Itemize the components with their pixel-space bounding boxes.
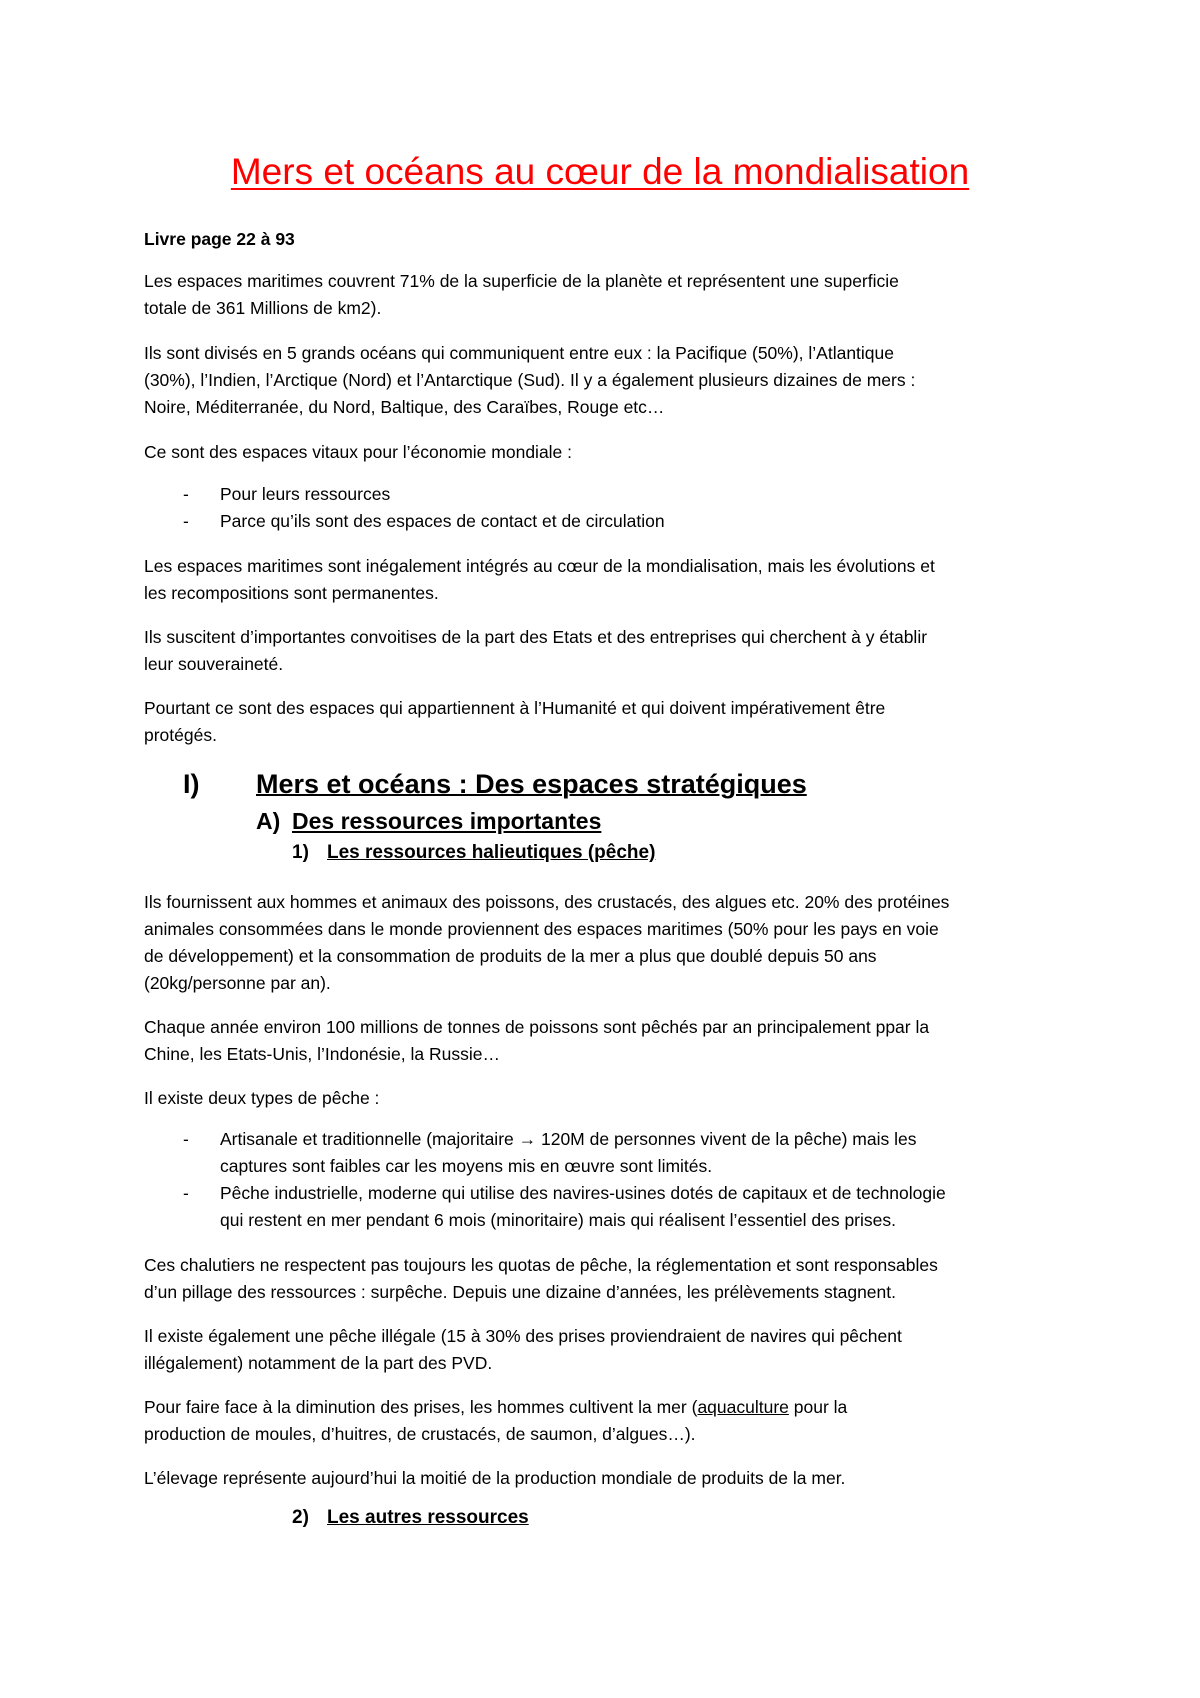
list-item: Parce qu’ils sont des espaces de contact et de circulation <box>220 511 665 531</box>
paragraph-line: les recompositions sont permanentes. <box>144 583 439 603</box>
paragraph-line: Chaque année environ 100 millions de tonnes de poissons sont pêchés par an principalement ppar la <box>144 1017 930 1037</box>
paragraph-line: Il existe également une pêche illégale (15 à 30% des prises proviendraient de navires qui pêchent <box>144 1326 902 1346</box>
paragraph-line: protégés. <box>144 725 217 745</box>
list-item-continuation: captures sont faibles car les moyens mis en œuvre sont limités. <box>220 1156 713 1176</box>
paragraph-line: L’élevage représente aujourd’hui la moitié de la production mondiale de produits de la mer. <box>144 1468 846 1488</box>
aquaculture-term: aquaculture <box>697 1397 789 1417</box>
list-item-continuation: qui restent en mer pendant 6 mois (minoritaire) mais qui réalisent l’essentiel des prises. <box>220 1210 896 1230</box>
bullet-marker: - <box>183 511 189 531</box>
subsection-heading: Des ressources importantes <box>292 808 602 834</box>
paragraph-line: de développement) et la consommation de produits de la mer a plus que doublé depuis 50 ans <box>144 946 877 966</box>
paragraph-line: Chine, les Etats-Unis, l’Indonésie, la Russie… <box>144 1044 500 1064</box>
list-item: Artisanale et traditionnelle (majoritaire → 120M de personnes vivent de la pêche) mais les <box>220 1129 917 1149</box>
paragraph-line: Ils sont divisés en 5 grands océans qui communiquent entre eux : la Pacifique (50%), l’Atlantique <box>144 343 895 363</box>
subsection-number: A) <box>256 808 281 834</box>
paragraph-line: Les espaces maritimes sont inégalement intégrés au cœur de la mondialisation, mais les évolutions et <box>144 556 935 576</box>
paragraph-line: production de moules, d’huitres, de crustacés, de saumon, d’algues…). <box>144 1424 696 1444</box>
paragraph-line: Ces chalutiers ne respectent pas toujours les quotas de pêche, la réglementation et sont responsables <box>144 1255 938 1275</box>
paragraph-line: leur souveraineté. <box>144 654 284 674</box>
paragraph-line: (30%), l’Indien, l’Arctique (Nord) et l’Antarctique (Sud). Il y a également plusieurs dizaines de mers : <box>144 370 916 390</box>
paragraph-line: totale de 361 Millions de km2). <box>144 298 382 318</box>
document-title: Mers et océans au cœur de la mondialisation <box>230 151 970 192</box>
paragraph-line: d’un pillage des ressources : surpêche. Depuis une dizaine d’années, les prélèvements stagnent. <box>144 1282 896 1302</box>
book-reference: Livre page 22 à 93 <box>144 229 295 249</box>
paragraph-text: Pour faire face à la diminution des prises, les hommes cultivent la mer ( <box>144 1397 698 1417</box>
paragraph-line: illégalement) notamment de la part des PVD. <box>144 1353 493 1373</box>
list-item: Pêche industrielle, moderne qui utilise des navires-usines dotés de capitaux et de technologie <box>220 1183 946 1203</box>
bullet-marker: - <box>183 1183 189 1203</box>
bullet-marker: - <box>183 484 189 504</box>
list-item: Pour leurs ressources <box>220 484 391 504</box>
section-number: I) <box>183 769 200 799</box>
paragraph-line: Ils suscitent d’importantes convoitises de la part des Etats et des entreprises qui cherchent à y établir <box>144 627 928 647</box>
subsubsection-heading: Les autres ressources <box>327 1507 529 1528</box>
paragraph-line: Il existe deux types de pêche : <box>144 1088 380 1108</box>
paragraph-line: animales consommées dans le monde proviennent des espaces maritimes (50% pour les pays en voie <box>144 919 939 939</box>
paragraph-line: Les espaces maritimes couvrent 71% de la superficie de la planète et représentent une superficie <box>144 271 899 291</box>
paragraph-line: Ce sont des espaces vitaux pour l’économie mondiale : <box>144 442 573 462</box>
paragraph-line: Noire, Méditerranée, du Nord, Baltique, des Caraïbes, Rouge etc… <box>144 397 665 417</box>
section-heading: Mers et océans : Des espaces stratégiques <box>256 769 807 799</box>
subsubsection-heading: Les ressources halieutiques (pêche) <box>327 842 656 863</box>
paragraph-line: Pourtant ce sont des espaces qui appartiennent à l’Humanité et qui doivent impérativement être <box>144 698 886 718</box>
paragraph-text: pour la <box>788 1397 848 1417</box>
subsubsection-number: 2) <box>292 1507 309 1528</box>
paragraph-line <box>144 1394 847 1421</box>
paragraph-line: (20kg/personne par an). <box>144 973 331 993</box>
paragraph-line: Ils fournissent aux hommes et animaux des poissons, des crustacés, des algues etc. 20% des protéines <box>144 892 950 912</box>
bullet-marker: - <box>183 1129 189 1149</box>
subsubsection-number: 1) <box>292 842 309 863</box>
